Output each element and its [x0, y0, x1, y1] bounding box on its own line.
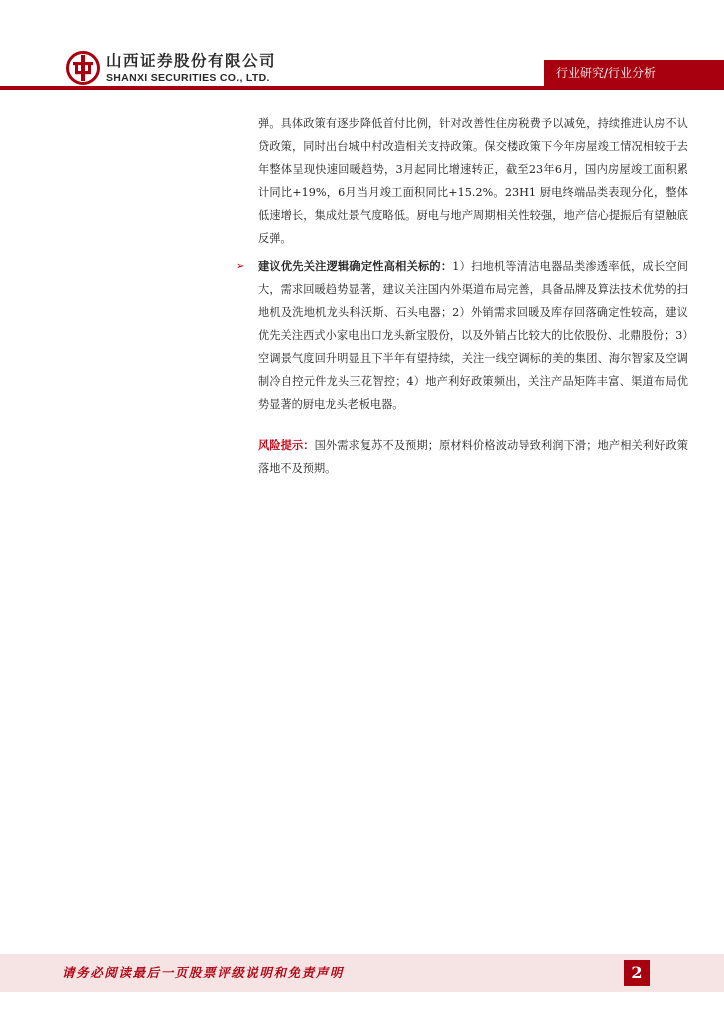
footer-disclaimer: 请务必阅读最后一页股票评级说明和免责声明 — [62, 965, 345, 980]
report-type-badge: 行业研究/行业分析 — [544, 60, 724, 86]
chevron-right-icon: ➢ — [236, 261, 245, 273]
paragraph-kitchen-appliance: 弹。具体政策有逐步降低首付比例，针对改善性住房税费予以减免，持续推进认房不认贷政策，同时出台城中村改造相关支持政策。保交楼政策下今年房屋竣工情况相较于去年整体呈现快速回暖趋势，3月起同比增速转正，截至23年6月，国内房屋竣工面积累计同比+19%，6月当月竣工面积同比+15.2%。23H1 厨电终端品类表现分化，整体低速增长，集成灶景气度略低。厨电与地产周期相关性较强，地产信心提振后有望触底反弹。 — [258, 117, 688, 245]
company-logo-icon — [66, 51, 100, 85]
risk-label: 风险提示： — [258, 438, 315, 452]
company-name — [106, 52, 276, 85]
company-name-cn: 山西证券股份有限公司 — [106, 52, 277, 70]
risk-text: 国外需求复苏不及预期；原材料价格波动导致利润下滑；地产相关利好政策落地不及预期。 — [258, 438, 688, 475]
company-name-en: SHANXI SECURITIES CO., LTD. — [106, 72, 270, 84]
recommendation-lead: 建议优先关注逻辑确定性高相关标的： — [258, 260, 453, 274]
risk-warning — [258, 435, 688, 481]
footer-bar — [0, 954, 724, 992]
report-body — [236, 113, 688, 481]
header-divider — [0, 86, 724, 90]
recommendation-text: 1）扫地机等清洁电器品类渗透率低，成长空间大，需求回暖趋势显著，建议关注国内外渠道布局完善，具备品牌及算法技术优势的扫地机及洗地机龙头科沃斯、石头电器；2）外销需求回暖及库存回落确定性较高，建议优先关注西式小家电出口龙头新宝股份，以及外销占比较大的比依股份、北鼎股份；3）空调景气度回升明显且下半年有望持续，关注一线空调标的美的集团、海尔智家及空调制冷自控元件龙头三花智控；4）地产利好政策频出，关注产品矩阵丰富、渠道布局优势显著的厨电龙头老板电器。 — [258, 260, 688, 411]
page-number: 2 — [624, 960, 650, 986]
recommendation-bullet — [236, 256, 688, 416]
